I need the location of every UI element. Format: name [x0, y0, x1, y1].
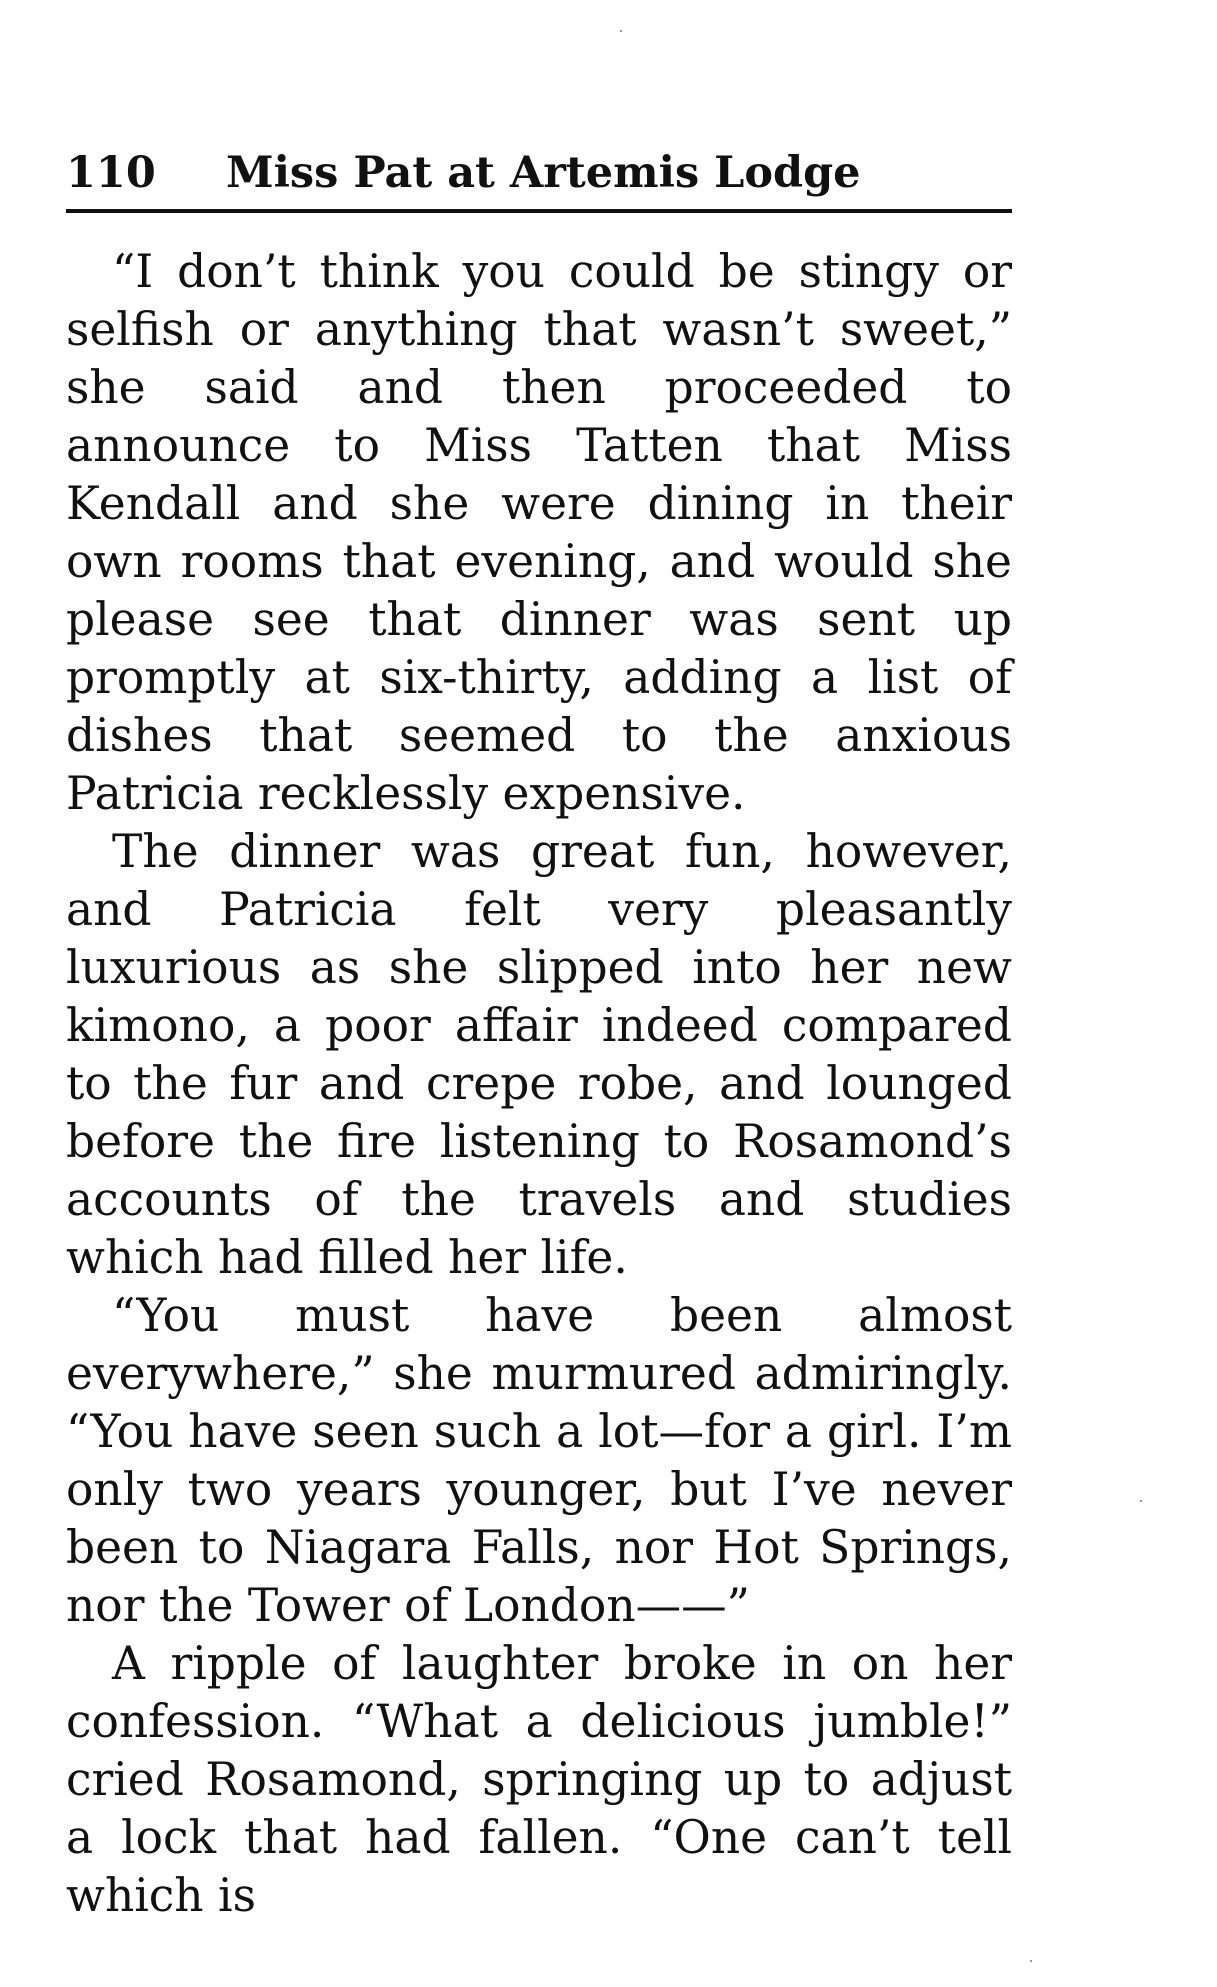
body-text — [66, 243, 1012, 1925]
page-content — [66, 150, 1012, 1925]
page-number: 110 — [66, 148, 156, 198]
paragraph: “I don’t think you could be stingy or selfish or anything that wasn’t sweet,” she said and then proceeded to announce to Miss Tatten that Miss Kendall and she were dining in their own rooms that evening, and would she please see that dinner was sent up promptly at six-thirty, adding a list of dishes that seemed to the anxious Patricia recklessly expensive. — [66, 245, 1012, 821]
running-head — [66, 150, 1012, 213]
paper-speck — [1030, 1960, 1032, 1962]
paragraph: A ripple of laughter broke in on her confession. “What a delicious jumble!” cried Rosamond, springing up to adjust a lock that had fallen. “One can’t tell which is — [66, 1637, 1012, 1923]
paper-speck — [620, 30, 622, 32]
paragraph: The dinner was great fun, however, and Patricia felt very pleasantly luxurious as she slipped into her new kimono, a poor affair indeed compared to the fur and crepe robe, and lounged before the fire listening to Rosamond’s accounts of the travels and studies which had filled her life. — [66, 825, 1012, 1285]
paper-speck — [1140, 1500, 1142, 1502]
book-title: Miss Pat at Artemis Lodge — [226, 148, 861, 198]
paragraph: “You must have been almost everywhere,” she murmured admiringly. “You have seen such a lot—for a girl. I’m only two years younger, but I’ve never been to Niagara Falls, nor Hot Springs, nor the Tower of London——” — [66, 1289, 1012, 1633]
